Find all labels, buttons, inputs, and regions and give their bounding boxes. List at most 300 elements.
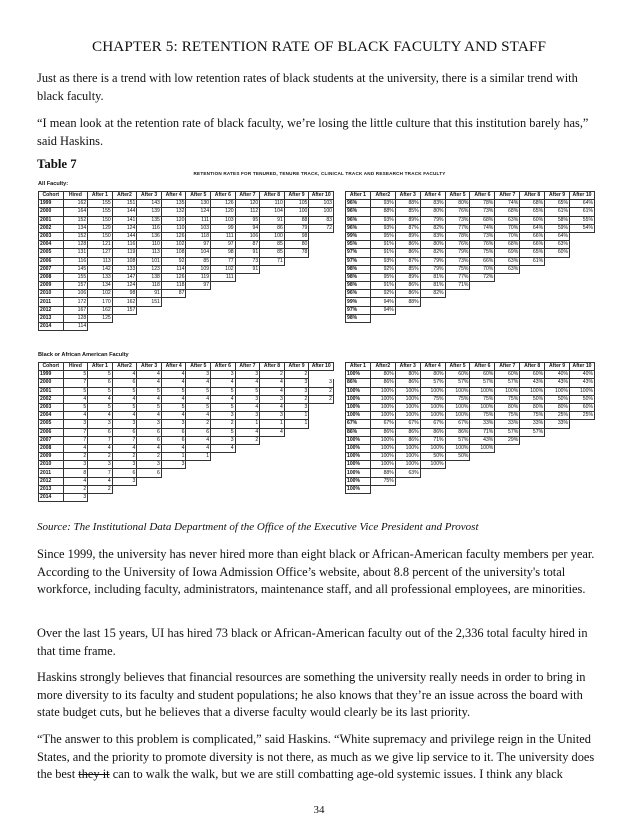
column-header: After 8: [260, 192, 285, 200]
table-cell: 7: [88, 469, 113, 477]
table-cell: 97: [186, 282, 211, 290]
table-cell: [570, 461, 595, 469]
table-cell: 138: [137, 273, 162, 281]
table-cell: 80: [284, 241, 309, 249]
column-header: After 6: [211, 192, 236, 200]
table-cell: 4: [260, 379, 285, 387]
table-cell: 147: [112, 273, 137, 281]
table-cell: 92: [161, 257, 186, 265]
table-cell: [284, 265, 309, 273]
table-cell: [161, 477, 186, 485]
chapter-title: CHAPTER 5: RETENTION RATE OF BLACK FACULTY AND STAFF: [91, 38, 547, 55]
table-cell: 95%: [346, 241, 371, 249]
table-cell: 2: [235, 436, 260, 444]
table-cell: 96%: [346, 200, 371, 208]
table-row: [346, 420, 595, 428]
table-cell: 4: [112, 371, 137, 379]
table-cell: [570, 444, 595, 452]
table-cell: [235, 444, 260, 452]
table-cell: 98: [284, 232, 309, 240]
table-cell: 94%: [370, 306, 395, 314]
table-row: [39, 208, 334, 216]
table-cell: 67%: [395, 420, 420, 428]
table-cell: [211, 485, 236, 493]
table-cell: 98%: [346, 282, 371, 290]
table-cell: 142: [88, 265, 113, 273]
table-cell: 5: [161, 387, 186, 395]
table-cell: 100%: [395, 461, 420, 469]
table-cell: 88: [284, 216, 309, 224]
table-cell: [211, 298, 236, 306]
table-cell: 1: [161, 453, 186, 461]
table-cell: 60%: [570, 403, 595, 411]
table-cell: 100%: [470, 403, 495, 411]
column-header: After 3: [395, 192, 420, 200]
table-cell: 103: [309, 200, 334, 208]
table-cell: [284, 306, 309, 314]
table-cell: 135: [161, 200, 186, 208]
table-cell: 150: [88, 216, 113, 224]
table-cell: 4: [112, 412, 137, 420]
table-cell: 71%: [420, 436, 445, 444]
table-cell: 120: [211, 208, 236, 216]
table-cell: 7: [63, 379, 88, 387]
table-cell: 7: [88, 436, 113, 444]
table-cell: 2008: [39, 273, 64, 281]
table-cell: 4: [88, 444, 113, 452]
table-cell: 76%: [470, 241, 495, 249]
table-cell: 63%: [495, 257, 520, 265]
table-cell: 94: [235, 224, 260, 232]
table-cell: [309, 412, 334, 420]
table-cell: [309, 485, 334, 493]
table-cell: 98: [112, 290, 137, 298]
table-cell: [470, 290, 495, 298]
table-cell: 100%: [346, 469, 371, 477]
table-cell: 95%: [370, 232, 395, 240]
table-cell: [260, 306, 285, 314]
table-cell: 3: [63, 420, 88, 428]
table-cell: 100%: [445, 444, 470, 452]
table-cell: [284, 282, 309, 290]
table-cell: 65%: [520, 249, 545, 257]
table-cell: 2011: [39, 469, 64, 477]
table-cell: [395, 314, 420, 322]
table-cell: 119: [112, 249, 137, 257]
table-cell: 75%: [495, 395, 520, 403]
table-cell: 7: [63, 428, 88, 436]
table-cell: 58%: [545, 216, 570, 224]
table-cell: 2009: [39, 453, 64, 461]
column-header: After 9: [545, 363, 570, 371]
table-cell: [211, 290, 236, 298]
table-row: [39, 412, 334, 420]
table-cell: [495, 314, 520, 322]
table-cell: [309, 469, 334, 477]
table-cell: [520, 273, 545, 281]
table-cell: [570, 469, 595, 477]
table-cell: 4: [112, 444, 137, 452]
table-cell: 100%: [395, 412, 420, 420]
table-cell: [186, 323, 211, 331]
table-cell: 71%: [470, 428, 495, 436]
table-cell: [470, 282, 495, 290]
table-cell: 108: [161, 249, 186, 257]
table-cell: 162: [88, 306, 113, 314]
table-row: [346, 477, 595, 485]
table-cell: [186, 290, 211, 298]
table-cell: [545, 314, 570, 322]
table-cell: [309, 257, 334, 265]
column-header: After 1: [88, 192, 113, 200]
table-cell: [570, 428, 595, 436]
table-cell: 3: [309, 379, 334, 387]
table-cell: [470, 306, 495, 314]
table-cell: [309, 428, 334, 436]
table-cell: 100%: [420, 387, 445, 395]
table-cell: 98%: [346, 314, 371, 322]
table-cell: [309, 232, 334, 240]
table-cell: 83: [309, 216, 334, 224]
table-cell: [520, 436, 545, 444]
table-cell: 100%: [370, 444, 395, 452]
table-cell: [309, 494, 334, 502]
table-cell: 91: [235, 249, 260, 257]
table-cell: 2005: [39, 420, 64, 428]
table-cell: 91%: [370, 241, 395, 249]
table-cell: 60%: [520, 216, 545, 224]
table-row: [39, 282, 334, 290]
table-cell: 4: [260, 403, 285, 411]
table-cell: [395, 306, 420, 314]
table-cell: [420, 314, 445, 322]
table-cell: 85: [260, 249, 285, 257]
table-cell: 2008: [39, 444, 64, 452]
table-cell: 69%: [495, 249, 520, 257]
table-cell: 4: [161, 444, 186, 452]
table-cell: 85: [186, 257, 211, 265]
table-cell: [545, 290, 570, 298]
table-cell: [520, 453, 545, 461]
table-cell: 64%: [545, 232, 570, 240]
table-cell: 126: [211, 200, 236, 208]
table-cell: 88%: [370, 469, 395, 477]
table-cell: [309, 273, 334, 281]
table-title: RETENTION RATES FOR TENURED, TENURE TRACK, CLINICAL TRACK AND RESEARCH TRACK FACULTY: [193, 171, 446, 176]
table-cell: 70%: [495, 232, 520, 240]
table-cell: 100%: [395, 387, 420, 395]
struck-text: they it: [78, 767, 110, 782]
table-cell: 4: [137, 412, 162, 420]
table-cell: 103: [186, 224, 211, 232]
table-cell: [309, 477, 334, 485]
black-faculty-rates-table: [345, 362, 595, 494]
table-cell: 96%: [346, 208, 371, 216]
table-cell: 68%: [495, 241, 520, 249]
table-cell: 60%: [545, 249, 570, 257]
table-cell: 170: [88, 298, 113, 306]
table-cell: 96%: [346, 216, 371, 224]
table-row: [346, 453, 595, 461]
table-cell: [570, 314, 595, 322]
table-cell: 4: [137, 444, 162, 452]
table-cell: 50%: [570, 395, 595, 403]
table-cell: [495, 469, 520, 477]
table-cell: [395, 477, 420, 485]
table-cell: 2: [211, 420, 236, 428]
table-cell: 60%: [445, 371, 470, 379]
table-cell: [260, 290, 285, 298]
table-cell: 128: [63, 241, 88, 249]
table-cell: 55%: [570, 216, 595, 224]
table-cell: 6: [161, 436, 186, 444]
table-cell: 80%: [420, 208, 445, 216]
table-cell: 4: [161, 412, 186, 420]
table-cell: [137, 323, 162, 331]
table-cell: [260, 485, 285, 493]
table-cell: 100%: [346, 461, 371, 469]
table-cell: 57%: [495, 428, 520, 436]
table-cell: [570, 436, 595, 444]
table-cell: 78%: [470, 200, 495, 208]
column-header: After 5: [186, 192, 211, 200]
table-cell: 100%: [346, 412, 371, 420]
table-header-row: [346, 363, 595, 371]
table-row: [39, 379, 334, 387]
table-row: [346, 306, 595, 314]
table-cell: 91: [137, 290, 162, 298]
table-cell: 100%: [520, 387, 545, 395]
table-cell: 65%: [545, 200, 570, 208]
retention-table: [37, 170, 602, 520]
table-cell: 110: [260, 200, 285, 208]
table-cell: 63%: [495, 216, 520, 224]
table-cell: [470, 477, 495, 485]
table-cell: 97%: [346, 306, 371, 314]
column-header: After 1: [346, 192, 371, 200]
table-cell: [186, 494, 211, 502]
table-cell: [161, 494, 186, 502]
table-cell: 2: [284, 395, 309, 403]
table-cell: 2: [63, 453, 88, 461]
table-cell: [520, 306, 545, 314]
table-cell: 97%: [346, 257, 371, 265]
table-cell: 100%: [370, 387, 395, 395]
table-cell: [284, 436, 309, 444]
table-cell: 4: [88, 477, 113, 485]
table-cell: 87: [161, 290, 186, 298]
table-cell: 100%: [420, 412, 445, 420]
column-header: After 3: [137, 192, 162, 200]
table-row: [39, 273, 334, 281]
table-cell: 120: [161, 216, 186, 224]
table-cell: [445, 298, 470, 306]
table-cell: [284, 273, 309, 281]
table-cell: 57%: [520, 428, 545, 436]
table-cell: 114: [63, 323, 88, 331]
table-cell: 89%: [395, 216, 420, 224]
table-cell: 80%: [420, 241, 445, 249]
table-cell: 78%: [445, 232, 470, 240]
table-cell: 2012: [39, 306, 64, 314]
table-cell: 103: [211, 216, 236, 224]
table-cell: [112, 323, 137, 331]
table-cell: 129: [88, 224, 113, 232]
table-cell: 123: [137, 265, 162, 273]
table-cell: [186, 298, 211, 306]
table-cell: [284, 444, 309, 452]
table-cell: [445, 290, 470, 298]
table-cell: 100: [260, 232, 285, 240]
table-cell: 4: [63, 477, 88, 485]
table-row: [39, 306, 334, 314]
table-cell: 4: [211, 395, 236, 403]
table-cell: 87%: [395, 257, 420, 265]
table-cell: 2007: [39, 436, 64, 444]
table-cell: [235, 494, 260, 502]
table-cell: [570, 420, 595, 428]
table-cell: 2003: [39, 232, 64, 240]
table-cell: [495, 306, 520, 314]
table-cell: 91%: [370, 282, 395, 290]
table-row: [39, 420, 334, 428]
table-cell: 2: [309, 395, 334, 403]
table-row: [39, 249, 334, 257]
table-row: [39, 216, 334, 224]
table-cell: 2010: [39, 461, 64, 469]
table-cell: 3: [211, 371, 236, 379]
table-cell: [570, 477, 595, 485]
table-row: [346, 485, 595, 493]
table-cell: [545, 436, 570, 444]
table-cell: 86%: [346, 379, 371, 387]
table-cell: 54%: [570, 224, 595, 232]
column-header: After 1: [346, 363, 371, 371]
table-cell: 4: [211, 379, 236, 387]
table-cell: 116: [112, 241, 137, 249]
table-row: [346, 200, 595, 208]
quote-part-1: “The answer to this problem is complicated,” said Haskins. “White supremacy and privilege reign in the United States, and the priority to promote diversity is not there, as much as we give lip service to it. The university does the best: [37, 732, 595, 782]
table-cell: 100%: [370, 395, 395, 403]
table-cell: [137, 306, 162, 314]
column-header: After 7: [235, 192, 260, 200]
table-cell: 74%: [495, 200, 520, 208]
table-row: [39, 469, 334, 477]
table-cell: 100%: [445, 412, 470, 420]
table-cell: 100%: [395, 395, 420, 403]
column-header: After 1: [88, 363, 113, 371]
table-cell: [309, 314, 334, 322]
table-cell: [112, 494, 137, 502]
table-cell: [309, 298, 334, 306]
table-cell: 100%: [495, 387, 520, 395]
column-header: After 4: [420, 363, 445, 371]
table-cell: 3: [235, 395, 260, 403]
table-cell: [211, 323, 236, 331]
table-cell: 86%: [395, 428, 420, 436]
complicated-quote-paragraph: [37, 731, 602, 784]
table-cell: [161, 323, 186, 331]
table-cell: 4: [235, 403, 260, 411]
table-cell: 80%: [495, 403, 520, 411]
table-cell: 100%: [346, 403, 371, 411]
column-header: After 7: [235, 363, 260, 371]
table-cell: [520, 469, 545, 477]
table-cell: 75%: [470, 395, 495, 403]
table-cell: 164: [63, 208, 88, 216]
intro-paragraph: Just as there is a trend with low retention rates of black students at the university, there is a similar trend with black faculty.: [37, 71, 578, 103]
table-cell: [235, 469, 260, 477]
table-cell: 4: [161, 371, 186, 379]
table-cell: [570, 306, 595, 314]
table-cell: [545, 428, 570, 436]
table-row: [39, 314, 334, 322]
table-cell: [235, 453, 260, 461]
table-cell: [545, 265, 570, 273]
table-cell: 100%: [346, 444, 371, 452]
table-cell: 4: [137, 379, 162, 387]
table-cell: 93%: [370, 216, 395, 224]
table-cell: 6: [88, 379, 113, 387]
table-cell: 4: [63, 395, 88, 403]
table-cell: 162: [63, 200, 88, 208]
table-cell: [88, 323, 113, 331]
table-cell: 3: [284, 387, 309, 395]
table-cell: 78: [284, 249, 309, 257]
table-cell: [445, 477, 470, 485]
table-row: [39, 477, 334, 485]
table-cell: 113: [88, 257, 113, 265]
table-cell: 100%: [420, 461, 445, 469]
table-cell: 124: [186, 208, 211, 216]
table-cell: [470, 314, 495, 322]
table-cell: [284, 485, 309, 493]
table-cell: 5: [137, 387, 162, 395]
table-cell: 3: [211, 412, 236, 420]
table-cell: 87: [235, 241, 260, 249]
table-cell: 2: [88, 453, 113, 461]
table-cell: [186, 461, 211, 469]
table-cell: 2003: [39, 403, 64, 411]
table-cell: 3: [63, 494, 88, 502]
table-row: [346, 282, 595, 290]
table-cell: 73%: [470, 208, 495, 216]
table-cell: 75%: [470, 249, 495, 257]
table-cell: [186, 306, 211, 314]
table-row: [39, 436, 334, 444]
table-cell: 100%: [346, 371, 371, 379]
table-row: [39, 290, 334, 298]
table-cell: 66%: [470, 257, 495, 265]
table-cell: 4: [63, 412, 88, 420]
table-cell: 100%: [395, 444, 420, 452]
table-cell: [309, 290, 334, 298]
column-header: After 5: [445, 363, 470, 371]
table-cell: [284, 469, 309, 477]
table-row: [346, 273, 595, 281]
table-cell: 80%: [545, 403, 570, 411]
table-cell: 2004: [39, 412, 64, 420]
table-cell: 2014: [39, 494, 64, 502]
table-cell: [186, 485, 211, 493]
table-row: [346, 216, 595, 224]
table-cell: 4: [88, 395, 113, 403]
table-cell: 100: [309, 208, 334, 216]
table-cell: 57%: [445, 379, 470, 387]
table-cell: 145: [63, 265, 88, 273]
table-cell: 5: [211, 428, 236, 436]
table-cell: [470, 461, 495, 469]
